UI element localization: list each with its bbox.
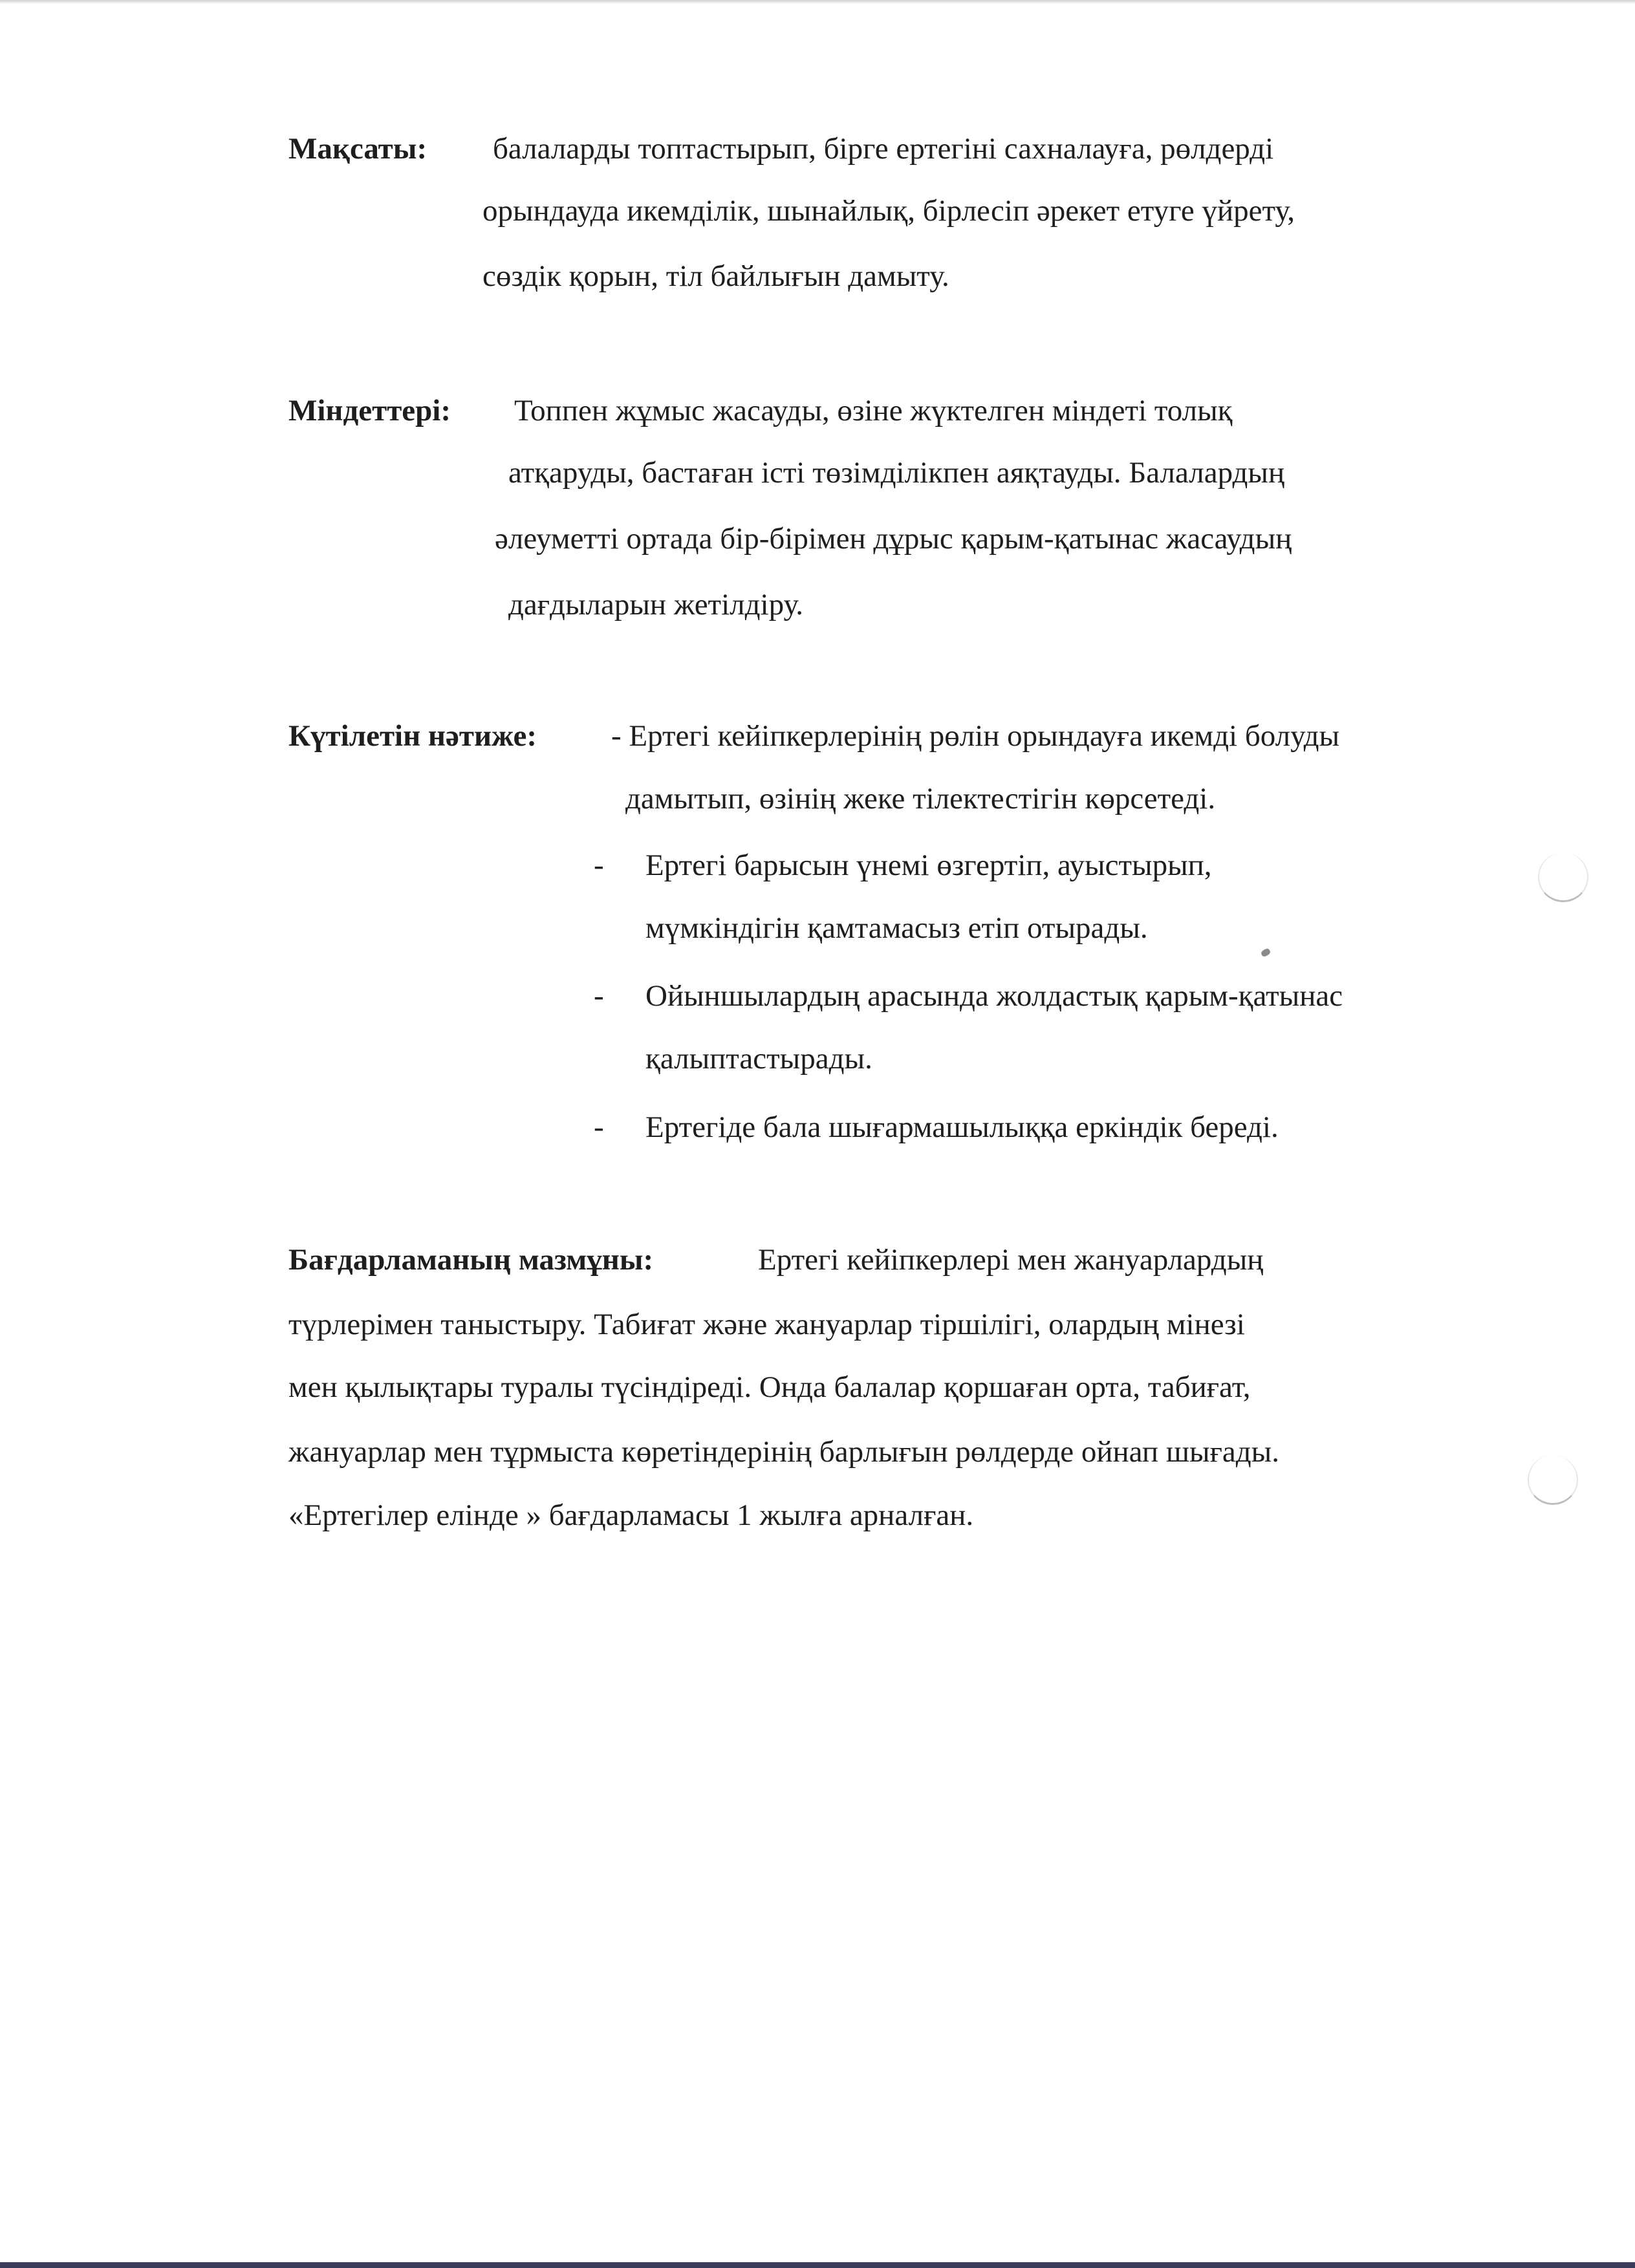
scan-speck [1260, 947, 1271, 958]
scan-top-edge [0, 0, 1635, 4]
punch-hole-mark [1528, 1455, 1578, 1505]
text-line: атқаруды, бастаған істі төзімділікпен аяқтауды. Балалардың [508, 456, 1285, 490]
list-dash: - [594, 979, 604, 1013]
scan-bottom-edge [0, 2262, 1635, 2268]
text-line: әлеуметті ортада бір-бірімен дұрыс қарым-қатынас жасаудың [495, 522, 1292, 556]
list-item-line: Ойыншылардың арасында жолдастық қарым-қатынас [645, 979, 1343, 1013]
punch-hole-mark [1538, 852, 1588, 902]
list-item-line: мүмкіндігін қамтамасыз етіп отырады. [645, 911, 1148, 945]
label-natizhe: Күтілетін нәтиже: [288, 719, 537, 753]
text-line: дамытып, өзінің жеке тілектестігін көрсетеді. [625, 782, 1216, 815]
label-mindetteri: Міндеттері: [288, 394, 451, 427]
text-line: дағдыларын жетілдіру. [508, 588, 804, 621]
text-line: орындауда икемділік, шынайлық, бірлесіп әрекет етуге үйрету, [482, 194, 1295, 228]
list-item-line: Ертегіде бала шығармашылыққа еркіндік береді. [645, 1110, 1279, 1144]
text-line: Ертегі кейіпкерлері мен жануарлардың [758, 1243, 1264, 1277]
text-line: Топпен жұмыс жасауды, өзіне жүктелген міндеті толық [514, 394, 1233, 427]
text-line: сөздік қорын, тіл байлығын дамыту. [482, 259, 949, 293]
label-maksaty: Мақсаты: [288, 132, 428, 166]
text-line: «Ертегілер елінде » бағдарламасы 1 жылға арналған. [288, 1498, 974, 1532]
list-dash: - [594, 848, 604, 882]
text-line: балаларды топтастырып, бірге ертегіні сахналауға, рөлдерді [493, 132, 1274, 166]
list-dash: - [594, 1110, 604, 1144]
list-item-line: Ертегі барысын үнемі өзгертіп, ауыстырып, [645, 848, 1212, 882]
text-line: түрлерімен таныстыру. Табиғат және жануарлар тіршілігі, олардың мінезі [288, 1308, 1245, 1341]
list-item-line: қалыптастырады. [645, 1042, 872, 1075]
text-line: - Ертегі кейіпкерлерінің рөлін орындауға икемді болуды [611, 719, 1340, 753]
text-line: мен қылықтары туралы түсіндіреді. Онда балалар қоршаған орта, табиғат, [288, 1370, 1251, 1404]
label-mazmuny: Бағдарламаның мазмұны: [288, 1243, 654, 1277]
text-line: жануарлар мен тұрмыста көретіндерінің барлығын рөлдерде ойнап шығады. [288, 1435, 1279, 1469]
